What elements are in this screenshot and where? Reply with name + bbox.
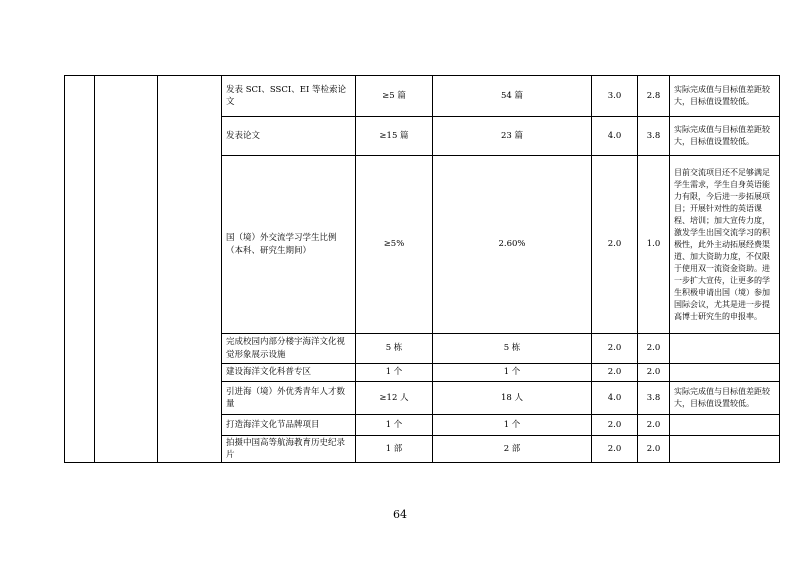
full-score: 2.0 (592, 415, 638, 436)
actual-value: 18 人 (433, 382, 592, 415)
full-score: 4.0 (592, 382, 638, 415)
indicator-name: 完成校园内部分楼宇海洋文化视觉形象展示设施 (222, 334, 356, 364)
category-cell-3 (158, 76, 222, 463)
indicator-name: 打造海洋文化节品牌项目 (222, 415, 356, 436)
target-value: ≥15 篇 (356, 117, 433, 156)
actual-value: 1 个 (433, 415, 592, 436)
category-cell-1 (65, 76, 95, 463)
indicator-name: 发表论文 (222, 117, 356, 156)
target-value: 1 部 (356, 436, 433, 463)
full-score: 3.0 (592, 76, 638, 117)
deviation-note: 实际完成值与目标值差距较大，目标值设置较低。 (670, 382, 780, 415)
indicator-name: 建设海洋文化科普专区 (222, 364, 356, 382)
actual-value: 54 篇 (433, 76, 592, 117)
page-number: 64 (393, 508, 407, 521)
score-value: 1.0 (638, 156, 670, 334)
actual-value: 2.60% (433, 156, 592, 334)
actual-value: 23 篇 (433, 117, 592, 156)
actual-value: 2 部 (433, 436, 592, 463)
actual-value: 5 栋 (433, 334, 592, 364)
deviation-note (670, 415, 780, 436)
deviation-note (670, 364, 780, 382)
full-score: 2.0 (592, 364, 638, 382)
indicator-name: 发表 SCI、SSCI、EI 等检索论文 (222, 76, 356, 117)
full-score: 2.0 (592, 436, 638, 463)
target-value: 5 栋 (356, 334, 433, 364)
deviation-note (670, 334, 780, 364)
full-score: 2.0 (592, 156, 638, 334)
deviation-note: 实际完成值与目标值差距较大，目标值设置较低。 (670, 117, 780, 156)
category-cell-2 (95, 76, 158, 463)
actual-value: 1 个 (433, 364, 592, 382)
indicator-name: 国（境）外交流学习学生比例（本科、研究生期间） (222, 156, 356, 334)
deviation-note: 目前交流项目还不足够满足学生需求，学生自身英语能力有限，今后进一步拓展项目；开展针对性的英语课程、培训；加大宣传力度，激发学生出国交流学习的积极性，此外主动拓展经费渠道、加大资助力度，不仅限于使用双一流资金资助。进一步扩大宣传，让更多的学生积极申请出国（境）参加国际会议，尤其是进一步提高博士研究生的申报率。 (670, 156, 780, 334)
full-score: 4.0 (592, 117, 638, 156)
target-value: ≥5 篇 (356, 76, 433, 117)
target-value: ≥12 人 (356, 382, 433, 415)
indicator-name: 引进海（境）外优秀青年人才数量 (222, 382, 356, 415)
score-value: 2.8 (638, 76, 670, 117)
table-row (65, 76, 780, 117)
full-score: 2.0 (592, 334, 638, 364)
score-value: 3.8 (638, 382, 670, 415)
score-value: 3.8 (638, 117, 670, 156)
score-value: 2.0 (638, 436, 670, 463)
indicator-table (64, 75, 780, 463)
score-value: 2.0 (638, 334, 670, 364)
score-value: 2.0 (638, 415, 670, 436)
target-value: 1 个 (356, 364, 433, 382)
indicator-name: 拍摄中国高等航海教育历史纪录片 (222, 436, 356, 463)
deviation-note: 实际完成值与目标值差距较大，目标值设置较低。 (670, 76, 780, 117)
score-value: 2.0 (638, 364, 670, 382)
deviation-note (670, 436, 780, 463)
target-value: ≥5% (356, 156, 433, 334)
target-value: 1 个 (356, 415, 433, 436)
